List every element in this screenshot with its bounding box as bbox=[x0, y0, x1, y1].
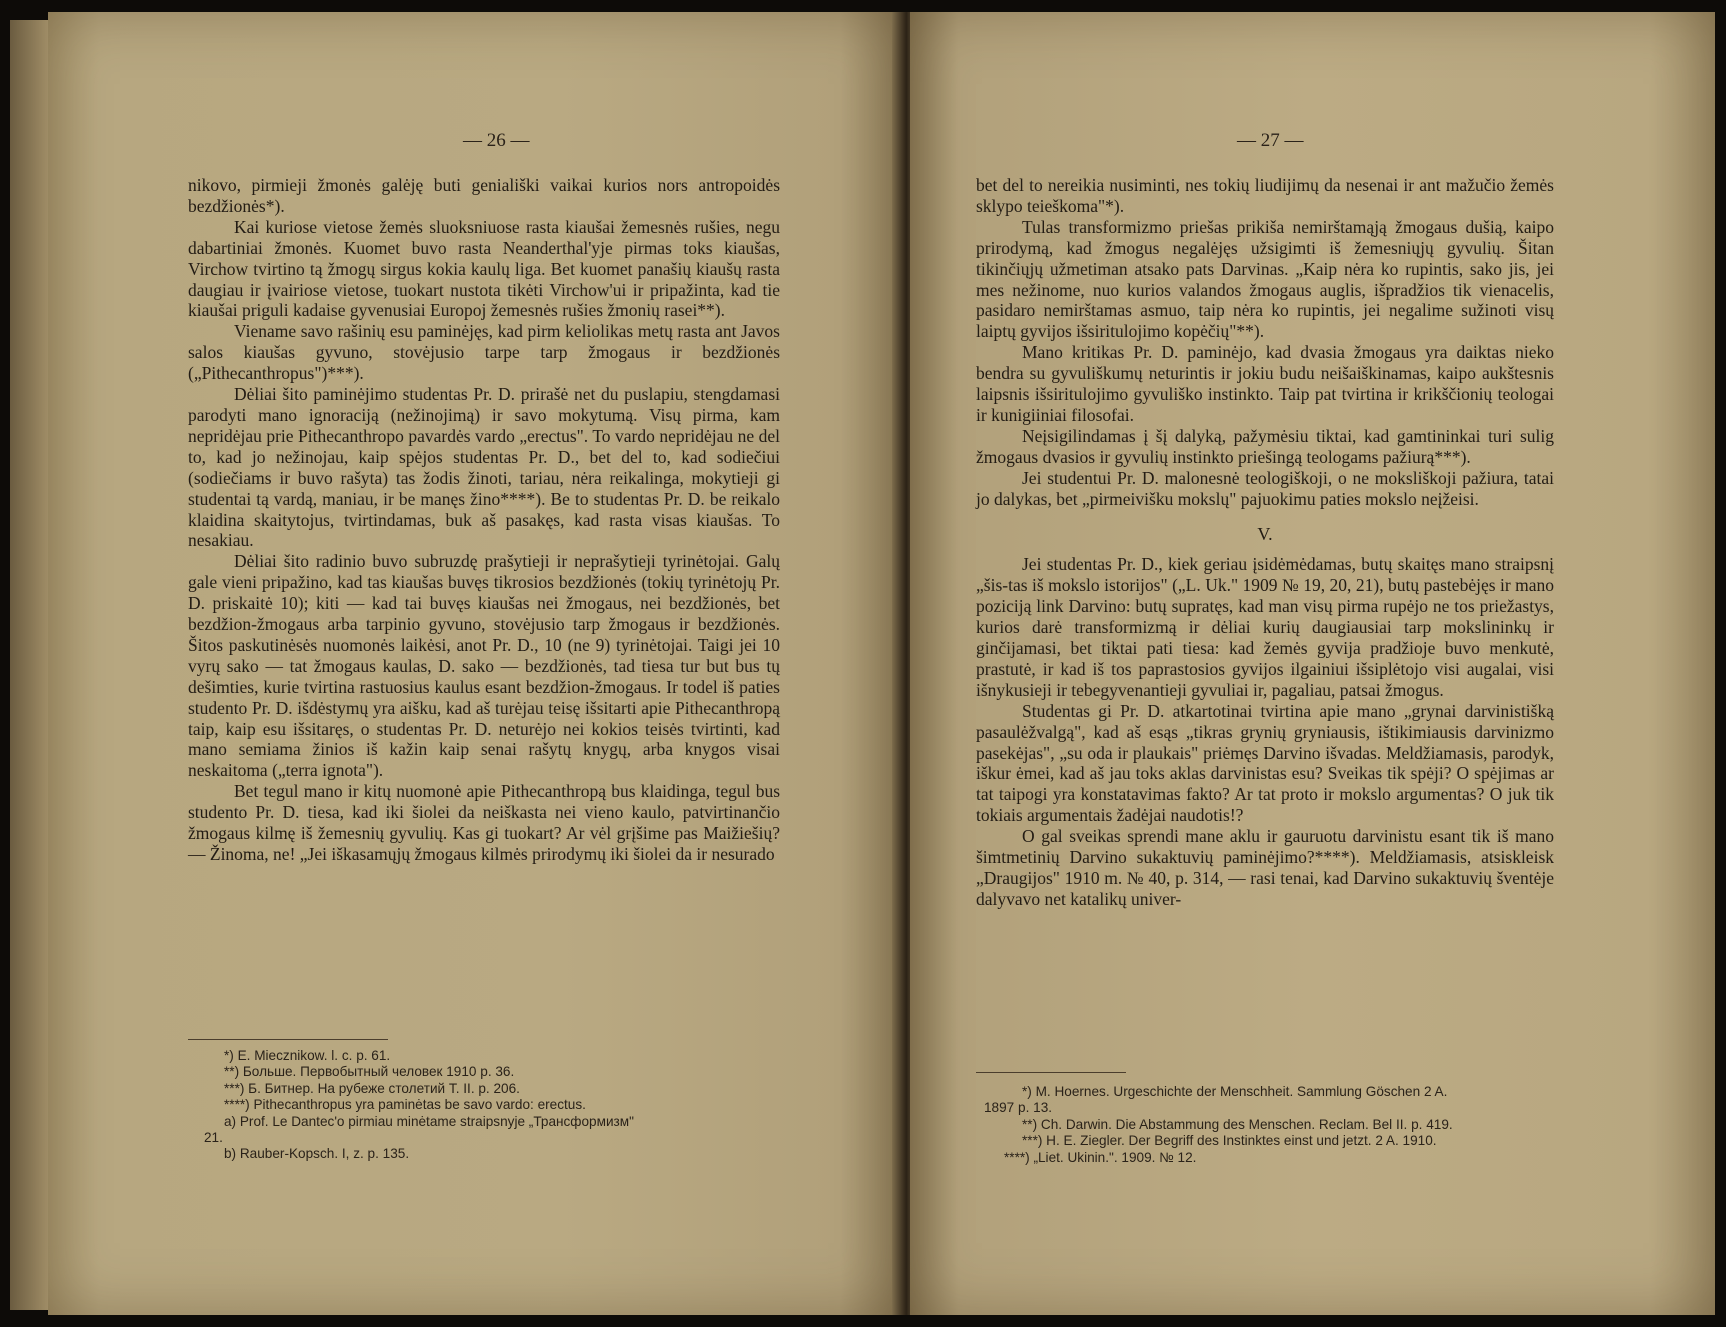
footnote: *) E. Miecznikow. l. c. p. 61. bbox=[224, 1048, 391, 1063]
footnote: 1897 p. 13. bbox=[984, 1100, 1053, 1116]
footnote: ****) „Liet. Ukinin.". 1909. № 12. bbox=[1004, 1149, 1197, 1165]
paragraph: Jei studentui Pr. D. malonesnė teologiškoji, o ne moksliškoji pažiura, tatai jo dalykas, bet „pirmeivišku mokslų" pajuokimu paties mokslo neįžeisi. bbox=[976, 467, 1554, 509]
paragraph: Mano kritikas Pr. D. paminėjo, kad dvasia žmogaus yra daiktas nieko bendra su gyvuliškumų neturintis ir jokiu budu neišaiškinamas, kaipo aukštesnis laipsnis išsiritulojimo gyvuliško instinkto. Taip pat tvirtina ir krikščionių teologai ir kunigiiniai filosofai. bbox=[976, 342, 1554, 425]
section-heading: V. bbox=[1257, 523, 1273, 544]
paragraph: Studentas gi Pr. D. atkartotinai tvirtina apie mano „grynai darvinistišką pasaulėžvalgą", kad aš esąs „tikras grynių gryniausis, ištikimiausis darvinizmo pasekėjas", „su oda ir plaukais" priėmęs Darvino išvadas. Meldžiamasis, parodyk, iškur ėmei, kad aš jau toks aklas darvinistas esu? Sveikas tik spėji? O spėjimas ar tat taipogi yra konstatavimas fakto? Ar tat proto ir mokslo argumentas? O juk tik tokiais argumentais žadėjai naudotis!? bbox=[976, 700, 1554, 826]
book-edge bbox=[10, 20, 50, 1310]
page-number: — 27 — bbox=[1237, 130, 1304, 151]
left-page-body bbox=[188, 175, 780, 865]
footnote-rule bbox=[976, 1072, 1126, 1073]
paragraph: Dėliai šito radinio buvo subruzdę prašytieji ir neprašytieji tyrinėtojai. Galų gale vieni pripažino, kad tas kiaušas buvęs tikrosios bezdžionės (tokių tyrinėtojų Pr. D. priskaitė 10); kiti — kad tai buvęs kiaušas nei žmogaus, nei bezdžionės, bet bezdžion-žmogaus arba tarpinio gyvuno, stovėjusio tarp žmogaus ir bezdžionės. Šitos paskutinėsės nuomonės laikėsi, anot Pr. D., 10 (ne 9) tyrinėtojai. Taigi jei 10 vyrų sako — tat žmogaus kaulas, D. sako — bezdžionės, tad tiesa tur but bus tų dešimties, kurie tvirtina rastuosius kaulus esant bezdžion-žmogaus. Ir todel iš paties studento Pr. D. išdėstymų yra aišku, kad aš turėjau teisę išsitarti apie Pithecanthropą taip, kaip esu išsitaręs, o studentas Pr. D. neturėjo nei kokios teisės tvirtinti, kad mano semiama žinios iš kažin kaip senai rašytų knygų, arba knygos visai neskaitoma („terra ignota"). bbox=[188, 551, 780, 781]
footnote: **) Ch. Darwin. Die Abstammung des Menschen. Reclam. Bel II. p. 419. bbox=[1022, 1116, 1453, 1132]
paragraph: bet del to nereikia nusiminti, nes tokių liudijimų da nesenai ir ant mažučio žemės sklypo teieškoma"*). bbox=[976, 175, 1554, 216]
paragraph: nikovo, pirmieji žmonės galėję buti geniališki vaikai kurios nors antropoidės bezdžionės*). bbox=[188, 175, 780, 216]
footnote: **) Больше. Первобытный человек 1910 p. 36. bbox=[224, 1064, 515, 1080]
paragraph: Jei studentas Pr. D., kiek geriau įsidėmėdamas, butų skaitęs mano straipsnį „šis-tas iš mokslo istorijos" („L. Uk." 1909 № 19, 20, 21), butų pastebėjęs ir mano poziciją link Darvino: butų supratęs, kad man visų pirma rupėjo ne tos priežastys, kurios darė transformizmą ir dėliai kurių daugiausiai tarp mokslininkų ir ginčijamasi, bet tiktai pati tiesa: kad žemės gyvija pradžioje buvo menkutė, prastutė, ir kad iš tos paprastosios gyvijos ilgainiui išsiplėtojo visi augalai, visi išnykusieji ir tebegyvenantieji gyvuliai ir, pagaliau, patsai žmogus. bbox=[976, 554, 1554, 700]
footnote: ***) Б. Битнер. На рубеже столетий Т. II. p. 206. bbox=[224, 1080, 520, 1096]
footnote: *) M. Hoernes. Urgeschichte der Menschheit. Sammlung Göschen 2 A. bbox=[1022, 1084, 1448, 1099]
paragraph: Tulas transformizmo priešas prikiša nemirštamąją žmogaus dušią, kaipo prirodymą, kad žmogus negalėjęs užsigimti iš žemesniųjų gyvulių. Šitan tikinčiųjų užmetiman atsako pats Darvinas. „Kaip nėra ko rupintis, sako jis, jei mes nežinome, nuo kurios valandos žmogaus auglis, išpradžios tik vienacelis, pasidaro nemirštamas asmuo, taip nėra ko rupintis, jei negalime sužinoti visų laiptų gyvijos išsiritulojimo kopėčių"**). bbox=[976, 216, 1554, 342]
footnote: ***) H. E. Ziegler. Der Begriff des Instinktes einst und jetzt. 2 A. 1910. bbox=[1022, 1133, 1437, 1149]
paragraph: Dėliai šito paminėjimo studentas Pr. D. prirašė net du puslapiu, stengdamasi parodyti mano ignoraciją (nežinojimą) ir savo mokytumą. Visų pirma, kam nepridėjau prie Pithecanthropo pavardės vardo „erectus". To vardo nepridėjau ne del to, kad jo nežinojau, kaip spėjos studentas Pr. D., bet del to, kad sodiečiui (sodiečiams ir buvo rašyta) tas žodis žinoti, tariau, nėra reikalinga, mokytieji gi studentai tą vardą, maniau, ir be manęs žino****). Be to studentas Pr. D. be reikalo klaidina skaitytojus, tvirtindamas, buk aš pasakęs, kad rasta visas kiaušas. To nesakiau. bbox=[188, 384, 780, 551]
right-footnotes bbox=[984, 1084, 1453, 1166]
footnote: b) Rauber-Kopsch. I, z. p. 135. bbox=[224, 1146, 410, 1162]
paragraph: Viename savo rašinių esu paminėjęs, kad pirm keliolikas metų rasta ant Javos salos kiaušas gyvuno, stovėjusio tarpe tarp žmogaus ir bezdžionės („Pithecanthropus")***). bbox=[188, 321, 780, 384]
left-page bbox=[48, 12, 900, 1315]
footnote: ****) Pithecanthropus yra paminėtas be savo vardo: erectus. bbox=[224, 1097, 586, 1113]
paragraph: Neįsigilindamas į šį dalyką, pažymėsiu tiktai, kad gamtininkai turi sulig žmogaus dvasios ir gyvulių instinkto priešingą teologams pažiurą***). bbox=[976, 425, 1554, 467]
left-footnotes bbox=[204, 1048, 634, 1163]
right-page-body bbox=[976, 175, 1554, 910]
footnote: 21. bbox=[204, 1130, 223, 1146]
paragraph: O gal sveikas sprendi mane aklu ir gauruotu darvinistu esant tik iš mano šimtmetinių Darvino sukaktuvių paminėjimo?****). Meldžiamasis, atsiskleisk „Draugijos" 1910 m. № 40, p. 314, — rasi tenai, kad Darvino sukaktuvių šventėje dalyvavo net katalikų univer- bbox=[976, 826, 1554, 909]
footnote: a) Prof. Le Dantec'o pirmiau minėtame straipsnyje „Трансформизм" bbox=[224, 1113, 634, 1129]
page-number: — 26 — bbox=[463, 130, 530, 151]
paragraph: Kai kuriose vietose žemės sluoksniuose rasta kiaušai žemesnės rušies, negu dabartiniai žmonės. Kuomet buvo rasta Neanderthal'yje pirmas toks kiaušas, Virchow tvirtino tą žmogų sirgus kokia kaulų liga. Bet kuomet panašių kiaušų rasta daugiau ir įvairiose vietose, tuokart nustota tikėti Virchow'ui ir pripažinta, kad tie kiaušai priguli kadaise gyvenusiai Europoj žemesnės rušies žmonių rasei**). bbox=[188, 216, 780, 321]
footnote-rule bbox=[188, 1039, 388, 1040]
right-page bbox=[910, 12, 1715, 1315]
book-spread bbox=[10, 12, 1715, 1315]
paragraph: Bet tegul mano ir kitų nuomonė apie Pithecanthropą bus klaidinga, tegul bus studento Pr. D. tiesa, kad iki šiolei da neiškasta nei vieno kaulo, patvirtinančio žmogaus kilmę iš žemesnių gyvulių. Kas gi tuokart? Ar vėl grįšime pas Maižiešių? — Žinoma, ne! „Jei iškasamųjų žmogaus kilmės prirodymų iki šiolei da ir nesurado bbox=[188, 781, 780, 864]
